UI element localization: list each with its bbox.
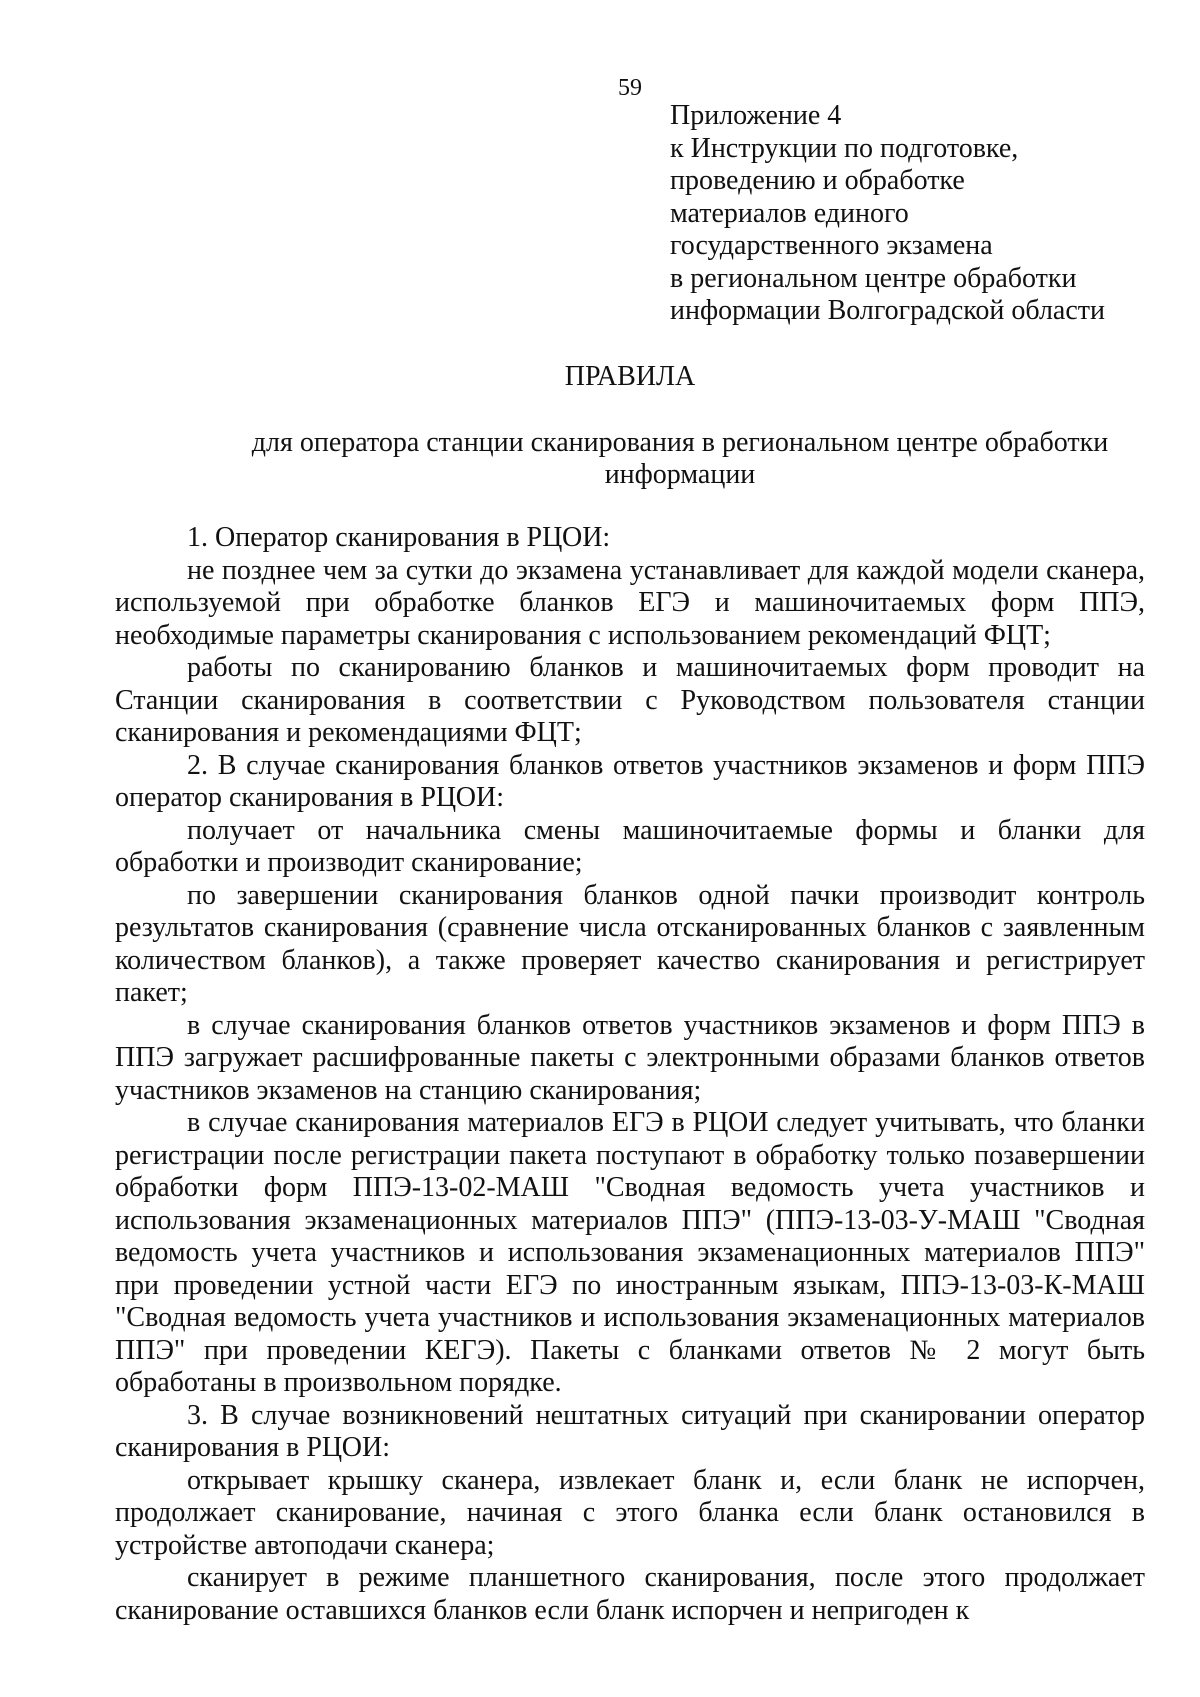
- document-body: [115, 522, 1145, 1627]
- paragraph: по завершении сканирования бланков одной пачки производит контроль результатов сканирования (сравнение числа отсканированных бланков с заявленным количеством бланков), а также проверяет качество сканирования и регистрирует пакет;: [115, 879, 1145, 1008]
- paragraph: 3. В случае возникновений нештатных ситуаций при сканировании оператор сканирования в РЦОИ:: [115, 1399, 1145, 1463]
- appendix-line: Приложение 4: [670, 100, 842, 131]
- appendix-line: в региональном центре обработки: [670, 262, 1077, 294]
- appendix-line: к Инструкции по подготовке,: [670, 132, 1019, 164]
- appendix-line: государственного экзамена: [670, 230, 993, 261]
- appendix-line: информации Волгоградской области: [670, 295, 1106, 326]
- paragraph: 1. Оператор сканирования в РЦОИ:: [187, 522, 611, 553]
- paragraph: в случае сканирования бланков ответов участников экзаменов и форм ППЭ в ППЭ загружает расшифрованные пакеты с электронными образами бланков ответов участников экзаменов на станцию сканирования;: [115, 1009, 1145, 1106]
- appendix-line: проведению и обработке: [670, 165, 965, 196]
- page-number: 59: [618, 75, 642, 101]
- paragraph: не позднее чем за сутки до экзамена устанавливает для каждой модели сканера, используемой при обработке бланков ЕГЭ и машиночитаемых форм ППЭ, необходимые параметры сканирования с использованием рекомендаций ФЦТ;: [115, 554, 1145, 651]
- document-subtitle: для оператора станции сканирования в региональном центре обработки информации: [251, 427, 1109, 490]
- paragraph: 2. В случае сканирования бланков ответов участников экзаменов и форм ППЭ оператор сканирования в РЦОИ:: [115, 749, 1145, 813]
- paragraph: открывает крышку сканера, извлекает бланк и, если бланк не испорчен, продолжает сканирование, начиная с этого бланка если бланк остановился в устройстве автоподачи сканера;: [115, 1464, 1145, 1561]
- paragraph: сканирует в режиме планшетного сканирования, после этого продолжает сканирование оставшихся бланков если бланк испорчен и непригоден к: [115, 1562, 1145, 1626]
- appendix-note: [670, 100, 1190, 328]
- appendix-line: материалов единого: [670, 197, 909, 229]
- paragraph: получает от начальника смены машиночитаемые формы и бланки для обработки и производит сканирование;: [115, 814, 1145, 878]
- paragraph: работы по сканированию бланков и машиночитаемых форм проводит на Станции сканирования в соответствии с Руководством пользователя станции сканирования и рекомендациями ФЦТ;: [115, 652, 1145, 748]
- document-title: ПРАВИЛА: [564, 361, 696, 392]
- paragraph: в случае сканирования материалов ЕГЭ в РЦОИ следует учитывать, что бланки регистрации после регистрации пакета поступают в обработку только позавершении обработки форм ППЭ-13-02-МАШ "Сводная ведомость учета участников и использования экзаменационных материалов ППЭ" (ППЭ-13-03-У-МАШ "Сводная ведомость учета участников и использования экзаменационных материалов ППЭ" при проведении устной части ЕГЭ по иностранным языкам, ППЭ-13-03-К-МАШ "Сводная ведомость учета участников и использования экзаменационных материалов ППЭ" при проведении КЕГЭ). Пакеты с бланками ответов № 2 могут быть обработаны в произвольном порядке.: [115, 1107, 1145, 1398]
